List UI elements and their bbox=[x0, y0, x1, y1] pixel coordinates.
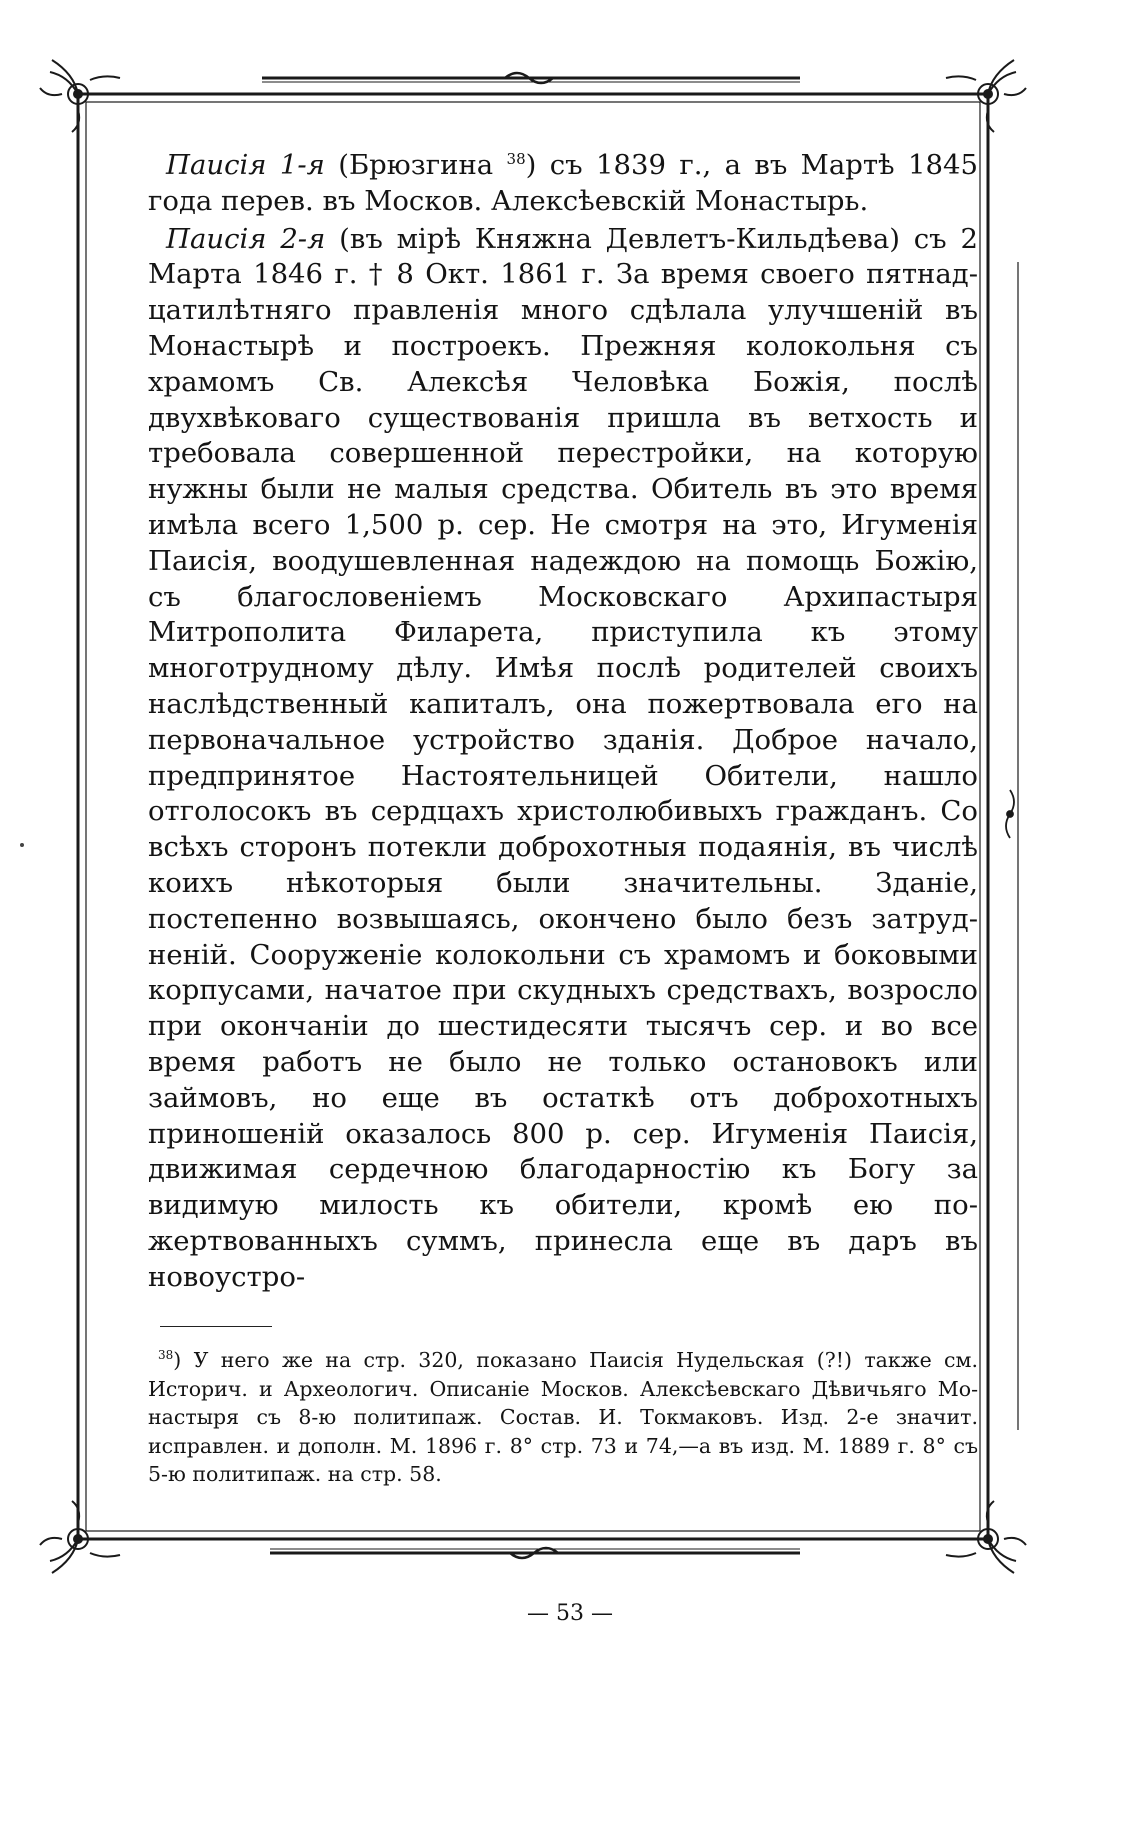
paragraph-paisia-1 bbox=[148, 148, 978, 220]
paragraph-text: (въ мірѣ Княжна Девлетъ-Кильдѣева) съ 2 Марта 1846 г. † 8 Окт. 1861 г. За время своего пятнадцатилѣтняго правленія много сдѣлала улучшеній въ Монастырѣ и построекъ. Прежняя колокольня съ храмомъ Св. Алексѣя Человѣка Божія, послѣ двухвѣковаго существованія пришла въ ветхость и требовала совершенной перестройки, на которую нужны были не малыя средства. Обитель въ это время имѣла всего 1,500 р. сер. Не смотря на это, Игуменія Паисія, воодушевленная надеждою на помощь Божію, съ благословеніемъ Московскаго Архипастыря Митрополита Филарета, приступила къ этому многотрудному дѣлу. Имѣя послѣ родителей своихъ наслѣдственный капиталъ, она пожертвовала его на первоначальное устройство зданія. Доброе начало, предпринятое Настоятельницей Обители, нашло отголосокъ въ сердцахъ христолюбивыхъ гражданъ. Со всѣхъ сторонъ потекли доброхотныя подаянія, въ числѣ коихъ нѣкоторыя были значительны. Зданіе, постепенно возвышаясь, окончено было безъ затрудненій. Сооруженіе колокольни съ храмомъ и боковыми корпусами, начатое при скудныхъ средствахъ, возросло при окончаніи до шестидесяти тысячъ сер. и во все время работъ не было не только остановокъ или займовъ, но еще въ остаткѣ отъ доброхотныхъ приношеній оказалось 800 р. сер. Игуменія Паисія, движимая сердечною благодарностію къ Богу за видимую милость къ обители, кромѣ ею пожертвованныхъ суммъ, принесла еще въ даръ въ новоустро- bbox=[148, 222, 978, 1293]
paragraph-heading: Паисія 2-я bbox=[166, 222, 326, 255]
footnote-text: ) У него же на стр. 320, показано Паисія Нудельская (?!) также см. Историч. и Археологич. Описаніе Москов. Алексѣевскаго Дѣвичьяго Монастыря съ 8-ю политипаж. Состав. И. Токмаковъ. Изд. 2-е значит. исправлен. и дополн. М. 1896 г. 8° стр. 73 и 74,—а въ изд. М. 1889 г. 8° съ 5-ю политипаж. на стр. 58. bbox=[148, 1348, 978, 1486]
paragraph-text: (Брюзгина bbox=[324, 149, 507, 181]
footnote-marker: 38 bbox=[158, 1348, 174, 1363]
print-speck bbox=[20, 843, 24, 847]
corner-ornament-top-left bbox=[40, 60, 120, 132]
corner-ornament-bottom-left bbox=[40, 1501, 120, 1573]
side-ornament-right bbox=[1006, 790, 1014, 838]
corner-ornament-top-right bbox=[946, 60, 1026, 132]
paragraph-text: ) съ 1839 г., а въ Мартѣ 1845 года перев. въ Москов. Алексѣевскій Монастырь. bbox=[148, 149, 978, 217]
corner-ornament-bottom-right bbox=[946, 1501, 1026, 1573]
paragraph-heading: Паисія 1-я bbox=[166, 149, 325, 181]
footnote-divider bbox=[160, 1326, 272, 1327]
page-number: — 53 — bbox=[527, 1601, 613, 1626]
footnote bbox=[148, 1346, 978, 1489]
main-text bbox=[148, 148, 978, 1296]
footnote-reference[interactable]: 38 bbox=[506, 149, 526, 168]
paragraph-paisia-2 bbox=[148, 222, 978, 1296]
